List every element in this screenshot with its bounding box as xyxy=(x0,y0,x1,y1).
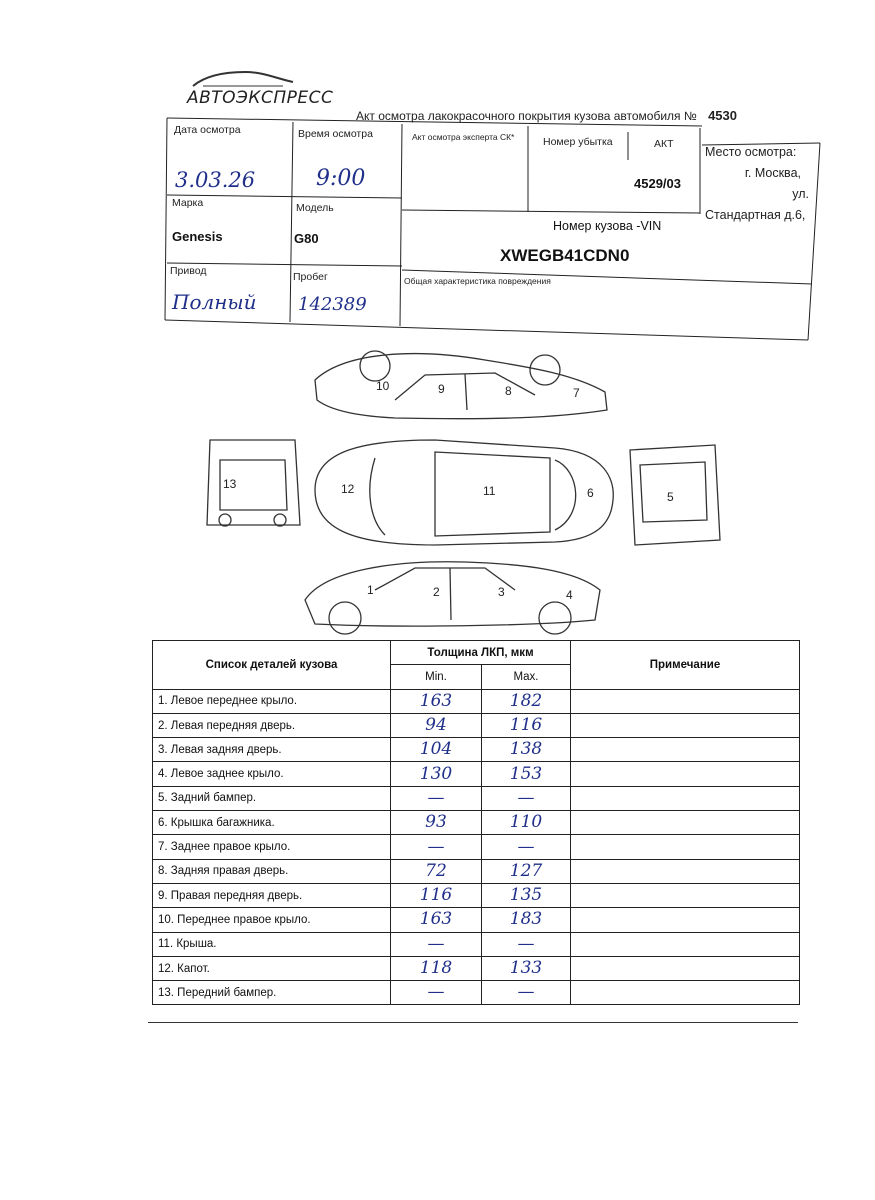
place-block xyxy=(705,142,815,226)
table-row xyxy=(153,738,800,762)
time-label: Время осмотра xyxy=(298,128,373,140)
note-cell xyxy=(571,762,800,786)
part-name: 1. Левое переднее крыло. xyxy=(153,689,391,713)
diagram-label-9: 9 xyxy=(438,382,445,396)
act-value: 4529/03 xyxy=(634,176,681,191)
part-name: 8. Задняя правая дверь. xyxy=(153,859,391,883)
note-cell xyxy=(571,689,800,713)
diagram-label-3: 3 xyxy=(498,585,505,599)
note-cell xyxy=(571,981,800,1005)
min-value: 163 xyxy=(419,909,453,930)
col-note-header: Примечание xyxy=(571,641,800,690)
car-left-side-icon xyxy=(305,562,600,634)
min-value: — xyxy=(427,836,445,857)
note-cell xyxy=(571,883,800,907)
table-row xyxy=(153,811,800,835)
min-value: 118 xyxy=(419,958,453,978)
min-value: 104 xyxy=(419,739,453,760)
vin-label: Номер кузова -VIN xyxy=(553,219,662,233)
min-value: 130 xyxy=(419,763,453,784)
date-value: 3.03.26 xyxy=(175,168,256,192)
part-name: 5. Задний бампер. xyxy=(153,786,391,810)
place-city: г. Москва, xyxy=(744,166,801,180)
bottom-divider xyxy=(148,1022,798,1023)
diagram-label-4: 4 xyxy=(566,588,573,602)
table-row xyxy=(153,956,800,980)
part-name: 10. Переднее правое крыло. xyxy=(153,908,391,932)
diagram-label-5: 5 xyxy=(667,490,674,504)
table-row xyxy=(153,762,800,786)
part-name: 9. Правая передняя дверь. xyxy=(153,883,391,907)
act-label: АКТ xyxy=(654,138,674,150)
diagram-label-2: 2 xyxy=(433,585,440,599)
diagram-label-1: 1 xyxy=(367,583,374,597)
drive-label: Привод xyxy=(170,265,207,277)
table-row xyxy=(153,835,800,859)
damage-label: Общая характеристика повреждения xyxy=(404,276,551,286)
place-address: Стандартная д.6, xyxy=(705,208,806,222)
note-cell xyxy=(571,908,800,932)
note-cell xyxy=(571,713,800,737)
vin-value: XWEGB41CDN0 xyxy=(500,246,630,265)
diagram-label-11: 11 xyxy=(483,484,496,498)
min-value: 93 xyxy=(425,812,447,833)
part-name: 4. Левое заднее крыло. xyxy=(153,762,391,786)
part-name: 13. Передний бампер. xyxy=(153,981,391,1005)
note-cell xyxy=(571,786,800,810)
table-row xyxy=(153,932,800,956)
max-value: — xyxy=(517,933,535,954)
expert-act-label: Акт осмотра эксперта СК* xyxy=(412,132,515,142)
table-row xyxy=(153,981,800,1005)
part-name: 3. Левая задняя дверь. xyxy=(153,738,391,762)
max-value: 153 xyxy=(509,763,543,784)
date-label: Дата осмотра xyxy=(174,124,241,136)
table-row xyxy=(153,859,800,883)
table-header-row xyxy=(153,641,800,665)
diagram-label-7: 7 xyxy=(573,386,580,400)
col-thickness-header: Толщина ЛКП, мкм xyxy=(391,641,571,665)
min-value: — xyxy=(427,933,445,954)
max-value: 138 xyxy=(509,739,543,760)
table-row xyxy=(153,883,800,907)
brand-value: Genesis xyxy=(172,229,223,244)
note-cell xyxy=(571,956,800,980)
note-cell xyxy=(571,811,800,835)
part-name: 6. Крышка багажника. xyxy=(153,811,391,835)
brand-label: Марка xyxy=(172,197,204,209)
diagram-label-8: 8 xyxy=(505,384,512,398)
min-value: 94 xyxy=(425,715,447,736)
car-front-view-icon xyxy=(207,440,300,526)
mileage-label: Пробег xyxy=(293,271,328,283)
act-title-text: Акт осмотра лакокрасочного покрытия кузова автомобиля № xyxy=(356,109,697,123)
max-value: — xyxy=(517,982,535,1003)
max-value: 135 xyxy=(509,885,543,906)
note-cell xyxy=(571,932,800,956)
min-value: — xyxy=(427,982,445,1003)
part-name: 12. Капот. xyxy=(153,956,391,980)
col-min-header: Min. xyxy=(391,665,482,689)
min-value: 163 xyxy=(419,690,453,711)
min-value: 72 xyxy=(425,860,447,881)
mileage-value: 142389 xyxy=(298,294,367,315)
diagram-label-13: 13 xyxy=(223,477,237,491)
act-number: 4530 xyxy=(708,108,737,123)
diagram-label-6: 6 xyxy=(587,486,594,500)
car-right-side-icon xyxy=(315,351,607,419)
car-diagram xyxy=(195,340,725,640)
max-value: 110 xyxy=(509,812,543,833)
col-max-header: Max. xyxy=(482,665,571,689)
parts-table xyxy=(152,640,800,1005)
part-name: 7. Заднее правое крыло. xyxy=(153,835,391,859)
min-value: 116 xyxy=(419,885,453,906)
logo-text: АВТОЭКСПРЕСС xyxy=(187,88,334,108)
diagram-label-10: 10 xyxy=(376,379,390,393)
table-row xyxy=(153,689,800,713)
note-cell xyxy=(571,835,800,859)
table-row xyxy=(153,713,800,737)
model-value: G80 xyxy=(294,231,319,246)
time-value: 9:00 xyxy=(316,166,366,191)
table-row xyxy=(153,786,800,810)
model-label: Модель xyxy=(296,202,334,214)
place-label: Место осмотра: xyxy=(705,145,797,159)
max-value: — xyxy=(517,836,535,857)
max-value: 127 xyxy=(509,860,543,881)
max-value: 133 xyxy=(509,958,543,978)
max-value: 182 xyxy=(509,690,543,711)
min-value: — xyxy=(427,787,445,808)
drive-value: Полный xyxy=(172,290,257,314)
max-value: 183 xyxy=(509,909,543,930)
max-value: — xyxy=(517,787,535,808)
place-street: ул. xyxy=(792,187,809,201)
car-top-view-icon xyxy=(315,440,613,545)
car-rear-view-icon xyxy=(630,445,720,545)
diagram-label-12: 12 xyxy=(341,482,355,496)
note-cell xyxy=(571,859,800,883)
col-parts-header: Список деталей кузова xyxy=(153,641,391,690)
part-name: 11. Крыша. xyxy=(153,932,391,956)
note-cell xyxy=(571,738,800,762)
part-name: 2. Левая передняя дверь. xyxy=(153,713,391,737)
table-row xyxy=(153,908,800,932)
max-value: 116 xyxy=(509,715,543,736)
loss-number-label: Номер убытка xyxy=(543,136,613,148)
